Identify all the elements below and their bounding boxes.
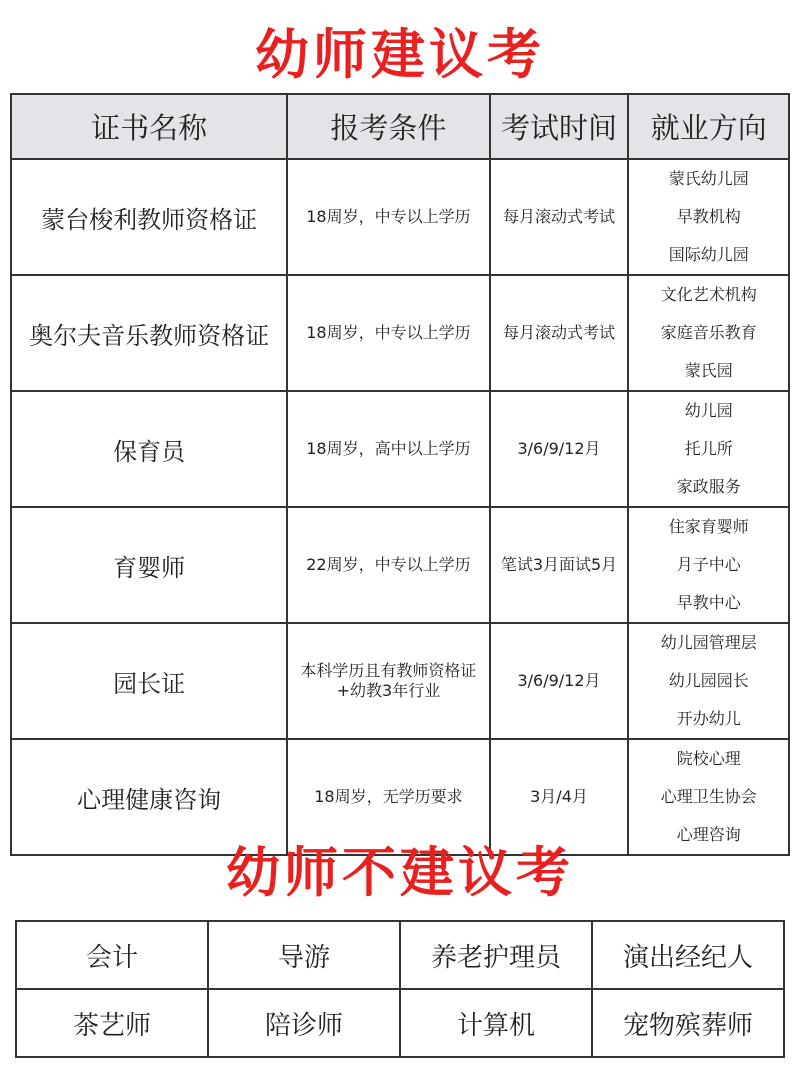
table-row [11,275,789,391]
cert-name: 育婴师 [11,507,287,623]
condition: 18周岁，无学历要求 [287,739,489,855]
not-recommended-table [15,920,785,1058]
table-row [11,391,789,507]
jobs-cell [628,391,789,507]
header-cell: 报考条件 [287,94,489,159]
exam-time: 笔试3月面试5月 [490,507,629,623]
job-item: 蒙氏园 [684,361,733,380]
exam-time: 每月滚动式考试 [490,159,629,275]
jobs-cell [628,507,789,623]
condition: 本科学历且有教师资格证+幼教3年行业 [287,623,489,739]
header-cell: 就业方向 [628,94,789,159]
job-item: 早教机构 [676,207,741,226]
cert-name: 保育员 [11,391,287,507]
job-item: 幼儿园管理层 [660,633,757,652]
job-item: 托儿所 [684,439,733,458]
condition: 18周岁，中专以上学历 [287,275,489,391]
job-item: 文化艺术机构 [660,285,757,304]
exam-time: 3月/4月 [490,739,629,855]
cert-name: 蒙台梭利教师资格证 [11,159,287,275]
job-item: 心理咨询 [676,825,741,844]
cert-cell: 导游 [208,921,400,989]
exam-time: 3/6/9/12月 [490,391,629,507]
cert-cell: 演出经纪人 [592,921,784,989]
job-item: 月子中心 [676,555,741,574]
cert-cell: 养老护理员 [400,921,592,989]
condition: 18周岁，中专以上学历 [287,159,489,275]
title-recommended: 幼师建议考 [255,23,545,86]
condition: 22周岁，中专以上学历 [287,507,489,623]
cert-name: 心理健康咨询 [11,739,287,855]
cert-cell: 宠物殡葬师 [592,989,784,1057]
table-row [11,159,789,275]
table-header [11,94,789,159]
exam-time: 3/6/9/12月 [490,623,629,739]
recommended-table [10,93,790,856]
table-row [16,989,784,1057]
job-item: 家庭音乐教育 [660,323,757,342]
exam-time: 每月滚动式考试 [490,275,629,391]
cert-cell: 会计 [16,921,208,989]
job-item: 早教中心 [676,593,741,612]
header-cell: 考试时间 [490,94,629,159]
job-item: 国际幼儿园 [668,245,749,264]
job-item: 幼儿园 [684,401,733,420]
header-cell: 证书名称 [11,94,287,159]
table-row [11,623,789,739]
jobs-cell [628,275,789,391]
cert-cell: 陪诊师 [208,989,400,1057]
job-item: 心理卫生协会 [660,787,757,806]
job-item: 幼儿园园长 [668,671,749,690]
condition: 18周岁，高中以上学历 [287,391,489,507]
job-item: 家政服务 [676,477,741,496]
job-item: 住家育婴师 [668,517,749,536]
table-row [11,507,789,623]
job-item: 开办幼儿 [676,709,741,728]
job-item: 蒙氏幼儿园 [668,169,749,188]
table-row [16,921,784,989]
cert-cell: 茶艺师 [16,989,208,1057]
jobs-cell [628,159,789,275]
cert-name: 园长证 [11,623,287,739]
job-item: 院校心理 [676,749,741,768]
jobs-cell [628,623,789,739]
cert-name: 奥尔夫音乐教师资格证 [11,275,287,391]
cert-cell: 计算机 [400,989,592,1057]
title-not-recommended: 幼师不建议考 [226,841,574,904]
